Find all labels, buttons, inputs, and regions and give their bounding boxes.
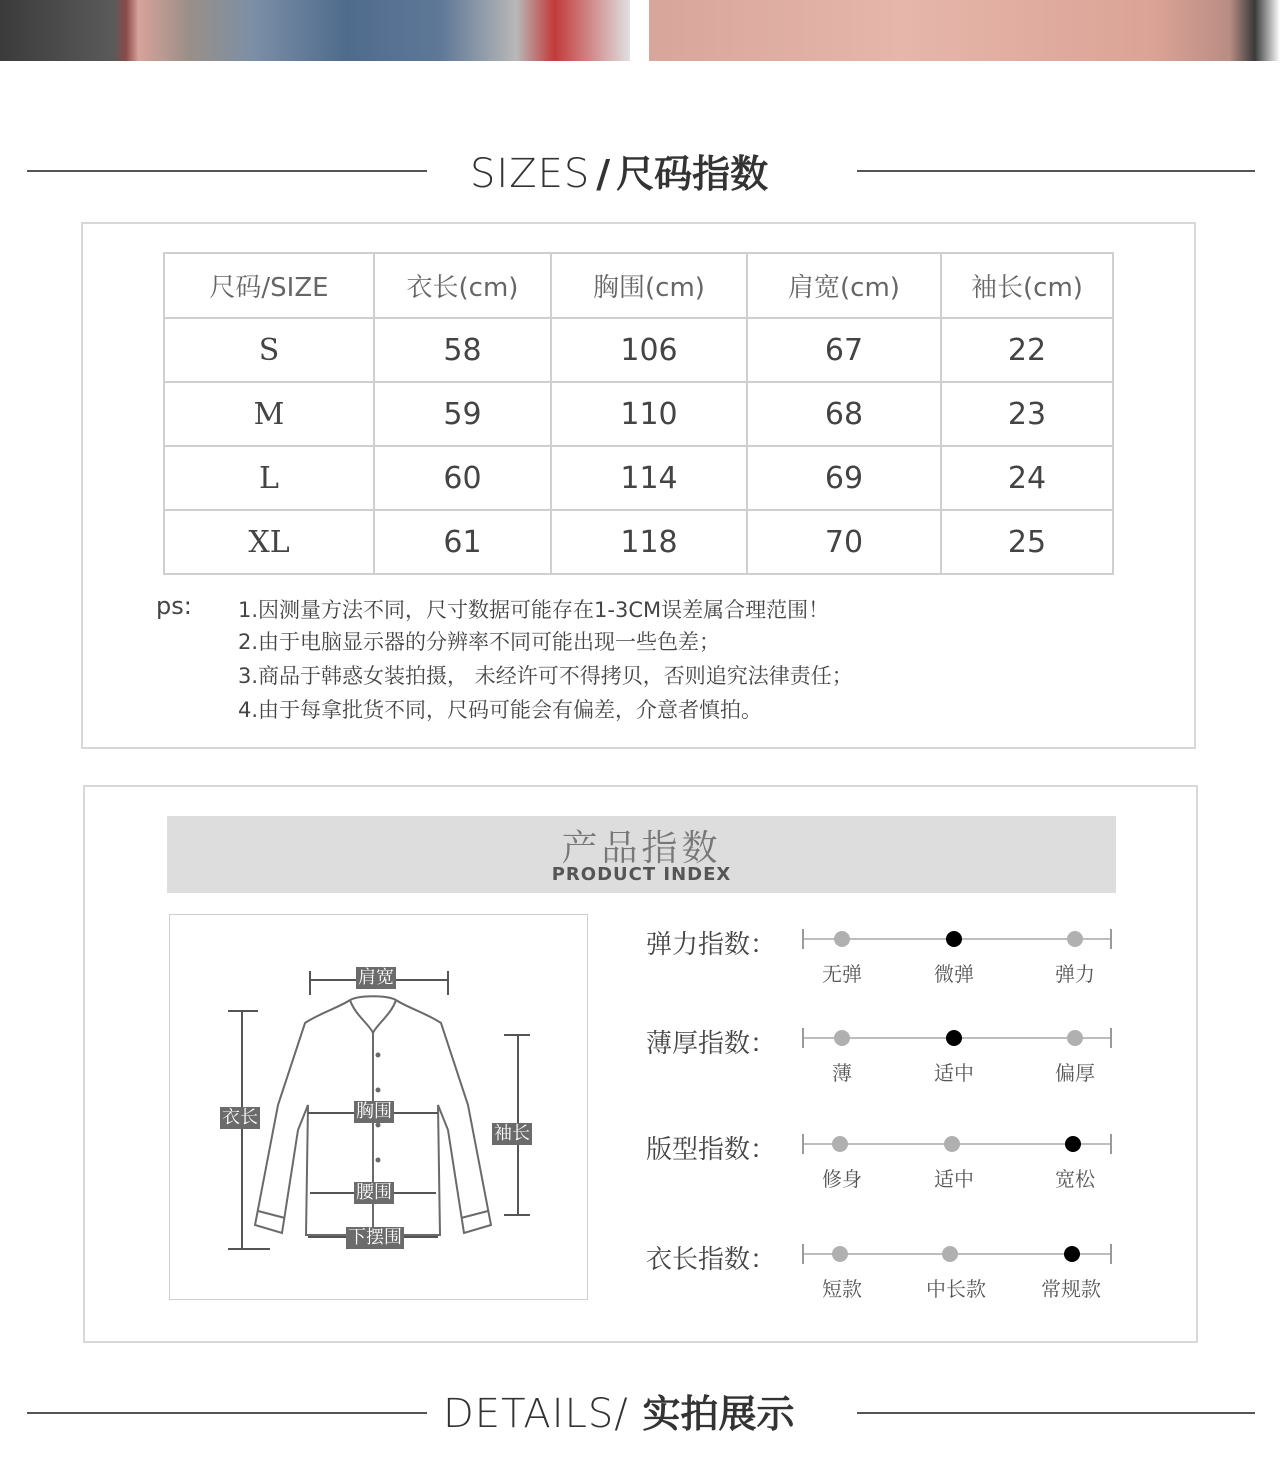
cell-sleeve: 25: [941, 510, 1113, 574]
index-option: 薄: [832, 1061, 852, 1085]
product-index-title-en: PRODUCT INDEX: [551, 864, 732, 885]
divider-left: [27, 1412, 427, 1414]
index-scale-length: [802, 1244, 1112, 1264]
scale-dot: [1064, 1246, 1080, 1262]
divider-right: [857, 1412, 1255, 1414]
cell-size: L: [164, 446, 374, 510]
index-scale-thickness: [802, 1028, 1112, 1048]
scale-dot: [944, 1136, 960, 1152]
index-option: 偏厚: [1055, 1061, 1095, 1085]
header-shoulder: 肩宽(cm): [747, 253, 941, 318]
cell-length: 59: [374, 382, 551, 446]
index-label-elasticity: 弹力指数：: [646, 930, 777, 960]
cell-sleeve: 24: [941, 446, 1113, 510]
diagram-label-chest: 胸围: [356, 1101, 392, 1122]
index-option: 宽松: [1055, 1167, 1095, 1191]
index-option: 微弹: [934, 962, 974, 986]
index-option: 无弹: [822, 962, 862, 986]
details-title-cn: 实拍展示: [642, 1392, 795, 1436]
scale-dot: [1067, 931, 1083, 947]
diagram-label-shoulder: 肩宽: [358, 967, 394, 988]
cell-shoulder: 69: [747, 446, 941, 510]
details-title-slash: /: [614, 1391, 643, 1437]
cell-sleeve: 23: [941, 382, 1113, 446]
scale-dot: [834, 1030, 850, 1046]
divider-left: [27, 170, 427, 172]
scale-dot: [832, 1246, 848, 1262]
scale-dot: [946, 1030, 962, 1046]
cell-chest: 118: [551, 510, 747, 574]
cell-sleeve: 22: [941, 318, 1113, 382]
scale-dot: [942, 1246, 958, 1262]
header-sleeve: 袖长(cm): [941, 253, 1113, 318]
diagram-label-sleeve: 袖长: [494, 1123, 530, 1144]
note-line-4: 4.由于每拿批货不同，尺码可能会有偏差，介意者慎拍。: [238, 698, 763, 722]
table-row: [164, 510, 1113, 574]
index-option: 适中: [934, 1061, 974, 1085]
cell-chest: 114: [551, 446, 747, 510]
cell-size: M: [164, 382, 374, 446]
diagram-label-length: 衣长: [222, 1107, 258, 1128]
product-photo-right: [649, 0, 1280, 61]
cell-length: 60: [374, 446, 551, 510]
cell-chest: 106: [551, 318, 747, 382]
cell-length: 61: [374, 510, 551, 574]
sizes-title-slash: /: [596, 152, 611, 196]
cell-length: 58: [374, 318, 551, 382]
table-row: [164, 318, 1113, 382]
index-label-fit: 版型指数：: [646, 1135, 777, 1165]
index-option: 弹力: [1055, 962, 1095, 986]
size-table-header-row: [164, 253, 1113, 318]
scale-dot: [1067, 1030, 1083, 1046]
scale-dot: [946, 931, 962, 947]
details-section-title: [443, 1390, 794, 1438]
index-option: 适中: [934, 1167, 974, 1191]
product-photo-left: [0, 0, 630, 61]
product-index-banner: [167, 816, 1116, 893]
index-label-thickness: 薄厚指数：: [646, 1029, 777, 1059]
index-label-length: 衣长指数：: [646, 1245, 777, 1275]
header-chest: 胸围(cm): [551, 253, 747, 318]
divider-right: [857, 170, 1255, 172]
note-line-3: 3.商品于韩惑女装拍摄， 未经许可不得拷贝，否则追究法律责任；: [238, 664, 853, 688]
measurement-diagram: [169, 914, 588, 1300]
scale-dot: [834, 931, 850, 947]
index-option: 中长款: [926, 1277, 986, 1301]
note-line-2: 2.由于电脑显示器的分辨率不同可能出现一些色差；: [238, 630, 721, 654]
sizes-title-cn: 尺码指数: [616, 152, 769, 196]
cell-size: S: [164, 318, 374, 382]
cell-shoulder: 67: [747, 318, 941, 382]
sizes-section-title: [470, 150, 768, 198]
index-scale-fit: [802, 1134, 1112, 1154]
index-option: 常规款: [1041, 1277, 1101, 1301]
size-table: [163, 252, 1114, 575]
table-row: [164, 382, 1113, 446]
table-row: [164, 446, 1113, 510]
scale-dot: [1065, 1136, 1081, 1152]
note-line-1: 1.因测量方法不同，尺寸数据可能存在1-3CM误差属合理范围！: [238, 598, 830, 622]
index-scale-elasticity: [802, 929, 1112, 949]
sizes-title-en: SIZES: [470, 151, 591, 197]
diagram-label-hem: 下摆围: [348, 1227, 402, 1248]
product-index-title-cn: 产品指数: [561, 828, 722, 869]
scale-dot: [832, 1136, 848, 1152]
details-title-en: DETAILS: [443, 1391, 615, 1437]
cell-shoulder: 68: [747, 382, 941, 446]
notes-label: ps:: [156, 592, 192, 620]
index-option: 修身: [822, 1167, 862, 1191]
header-length: 衣长(cm): [374, 253, 551, 318]
cell-chest: 110: [551, 382, 747, 446]
cell-size: XL: [164, 510, 374, 574]
header-size: 尺码/SIZE: [164, 253, 374, 318]
index-option: 短款: [822, 1277, 862, 1301]
cell-shoulder: 70: [747, 510, 941, 574]
diagram-label-waist: 腰围: [356, 1182, 392, 1203]
